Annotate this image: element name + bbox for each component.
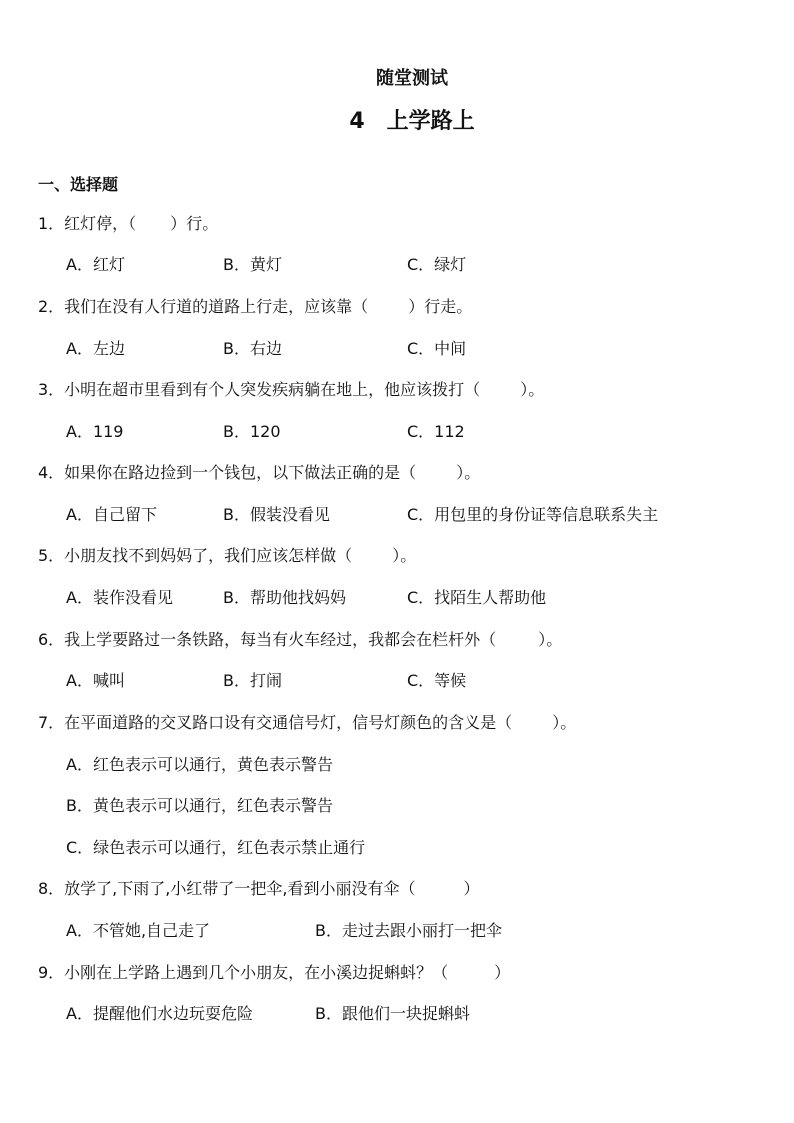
question-9-option-a: A．提醒他们水边玩耍危险 — [66, 1004, 253, 1023]
question-4 — [38, 462, 480, 484]
question-5 — [38, 545, 416, 567]
question-4-stem-end: ）。 — [456, 463, 481, 482]
question-3-option-a: A．119 — [66, 422, 124, 441]
question-7-option-a: A．红色表示可以通行，黄色表示警告 — [66, 755, 333, 774]
question-3-option-b: B．120 — [223, 422, 281, 441]
question-8-stem-end: ） — [463, 879, 480, 898]
question-2-option-b: B．右边 — [223, 339, 282, 358]
question-6-stem: 6．我上学要路过一条铁路，每当有火车经过，我都会在栏杆外（ — [38, 630, 497, 649]
question-5-option-c: C．找陌生人帮助他 — [407, 588, 547, 607]
question-7-stem-end: ）。 — [552, 713, 577, 732]
question-8 — [38, 878, 479, 900]
question-1-option-c: C．绿灯 — [407, 255, 467, 274]
question-8-option-a: A．不管她,自己走了 — [66, 921, 211, 940]
question-4-option-c: C．用包里的身份证等信息联系失主 — [407, 505, 659, 524]
lesson-number: 4 — [349, 109, 365, 134]
question-4-option-b: B．假装没看见 — [223, 505, 330, 524]
question-5-option-b: B．帮助他找妈妈 — [223, 588, 346, 607]
question-8-stem: 8．放学了,下雨了,小红带了一把伞,看到小丽没有伞（ — [38, 879, 416, 898]
lesson-heading — [0, 104, 794, 135]
question-6-option-a: A．喊叫 — [66, 671, 125, 690]
question-7-option-b: B．黄色表示可以通行，红色表示警告 — [66, 796, 333, 815]
question-6 — [38, 629, 562, 651]
question-1 — [38, 213, 218, 235]
question-6-stem-end: ）。 — [538, 630, 563, 649]
question-3-stem-end: ）。 — [520, 380, 545, 399]
question-2-stem: 2．我们在没有人行道的道路上行走，应该靠（ — [38, 297, 369, 316]
question-1-stem-end: ）行。 — [170, 214, 219, 233]
question-3-option-c: C．112 — [407, 422, 465, 441]
question-9 — [38, 962, 510, 984]
question-5-stem-end: ）。 — [392, 546, 417, 565]
question-9-stem-end: ） — [494, 963, 511, 982]
question-1-option-b: B．黄灯 — [223, 255, 282, 274]
question-6-option-b: B．打闹 — [223, 671, 282, 690]
question-2-option-c: C．中间 — [407, 339, 467, 358]
question-2 — [38, 296, 472, 318]
section-heading: 一、选择题 — [38, 175, 119, 194]
question-1-option-a: A．红灯 — [66, 255, 125, 274]
lesson-title: 上学路上 — [386, 109, 475, 134]
question-8-option-b: B．走过去跟小丽打一把伞 — [315, 921, 502, 940]
question-9-stem: 9．小刚在上学路上遇到几个小朋友，在小溪边捉蝌蚪？（ — [38, 963, 449, 982]
question-4-stem: 4．如果你在路边捡到一个钱包，以下做法正确的是（ — [38, 463, 417, 482]
question-4-option-a: A．自己留下 — [66, 505, 157, 524]
question-7 — [38, 712, 576, 734]
question-9-option-b: B．跟他们一块捉蝌蚪 — [315, 1004, 470, 1023]
question-3-stem: 3．小明在超市里看到有个人突发疾病躺在地上，他应该拨打（ — [38, 380, 481, 399]
question-6-option-c: C．等候 — [407, 671, 467, 690]
page-title: 随堂测试 — [376, 68, 448, 89]
question-5-stem: 5．小朋友找不到妈妈了，我们应该怎样做（ — [38, 546, 353, 565]
question-5-option-a: A．装作没看见 — [66, 588, 173, 607]
question-7-stem: 7．在平面道路的交叉路口设有交通信号灯，信号灯颜色的含义是（ — [38, 713, 513, 732]
question-2-option-a: A．左边 — [66, 339, 125, 358]
question-7-option-c: C．绿色表示可以通行，红色表示禁止通行 — [66, 838, 366, 857]
question-3 — [38, 379, 544, 401]
question-2-stem-end: ）行走。 — [408, 297, 473, 316]
question-1-stem: 1．红灯停，（ — [38, 214, 137, 233]
